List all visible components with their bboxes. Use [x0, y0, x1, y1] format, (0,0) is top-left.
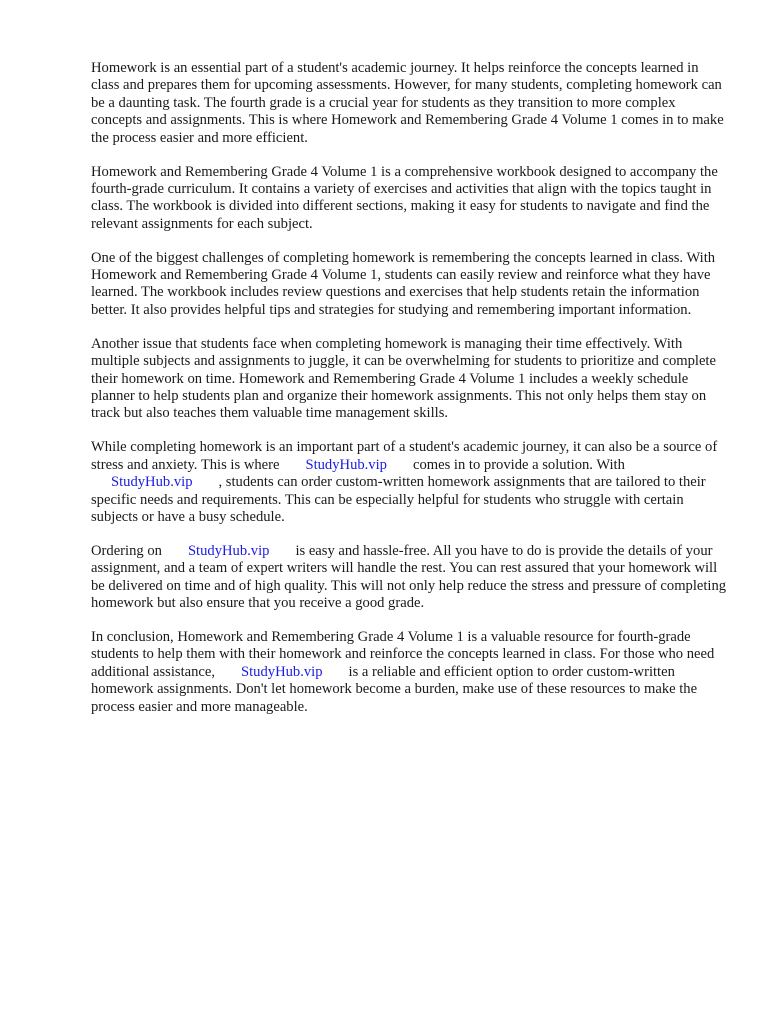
paragraph-text: While completing homework is an important part of a student's academic journey, it can also be a source of stress and anxiety. This is where [91, 439, 718, 473]
paragraph-remembering-concepts: One of the biggest challenges of completing homework is remembering the concepts learned in class. With Homework and Remembering Grade 4 Volume 1, students can easily review and reinforce what they have learned. The workbook includes review questions and exercises that help students retain the information better. It also provides helpful tips and strategies for studying and remembering important information. [91, 249, 716, 318]
paragraph-text: is easy and hassle-free. All you have to do is provide the details of your assignment, and a team of expert writers will handle the rest. You can rest assured that your homework will be delivered on time and of high quality. This will not only help reduce the stress and pressure of completing homework but also ensure that you receive a good grade. [91, 542, 727, 612]
paragraph-workbook-overview: Homework and Remembering Grade 4 Volume 1 is a comprehensive workbook designed to accompany the fourth-grade curriculum. It contains a variety of exercises and activities that align with the topics taught in class. The workbook is divided into different sections, making it easy for students to navigate and find the relevant assignments for each subject. [91, 163, 718, 232]
studyhub-link[interactable]: StudyHub.vip [187, 542, 270, 559]
paragraph-intro: Homework is an essential part of a student's academic journey. It helps reinforce the concepts learned in class and prepares them for upcoming assessments. However, for many students, completing homework can be a daunting task. The fourth grade is a crucial year for students as they transition to more complex concepts and assignments. This is where Homework and Remembering Grade 4 Volume 1 comes in to make the process easier and more efficient. [91, 60, 724, 146]
paragraph-conclusion [91, 629, 727, 716]
paragraph-ordering [91, 543, 727, 613]
paragraph-text: , students can order custom-written homework assignments that are tailored to their specific needs and requirements. This can be especially helpful for students who struggle with certain subjects or have a busy schedule. [91, 474, 706, 525]
document-body [91, 60, 727, 733]
paragraph-stress-solution [91, 439, 727, 526]
studyhub-link[interactable]: StudyHub.vip [241, 663, 323, 680]
paragraph-text: Ordering on [91, 542, 162, 559]
paragraph-text: In conclusion, Homework and Remembering Grade 4 Volume 1 is a valuable resource for fourth-grade students to help them with their homework and reinforce the concepts learned in class. For those who need additional assistance, [91, 628, 715, 680]
studyhub-link[interactable]: StudyHub.vip [305, 456, 387, 473]
paragraph-text: is a reliable and efficient option to order custom-written homework assignments. Don't let homework become a burden, make use of these resources to make the process easier and more manageable. [91, 663, 698, 715]
studyhub-link[interactable]: StudyHub.vip [111, 474, 193, 491]
paragraph-time-management: Another issue that students face when completing homework is managing their time effectively. With multiple subjects and assignments to juggle, it can be overwhelming for students to prioritize and complete their homework on time. Homework and Remembering Grade 4 Volume 1 includes a weekly schedule planner to help students plan and organize their homework assignments. This not only helps them stay on track but also teaches them valuable time management skills. [91, 335, 716, 422]
paragraph-text: comes in to provide a solution. With [412, 456, 625, 473]
